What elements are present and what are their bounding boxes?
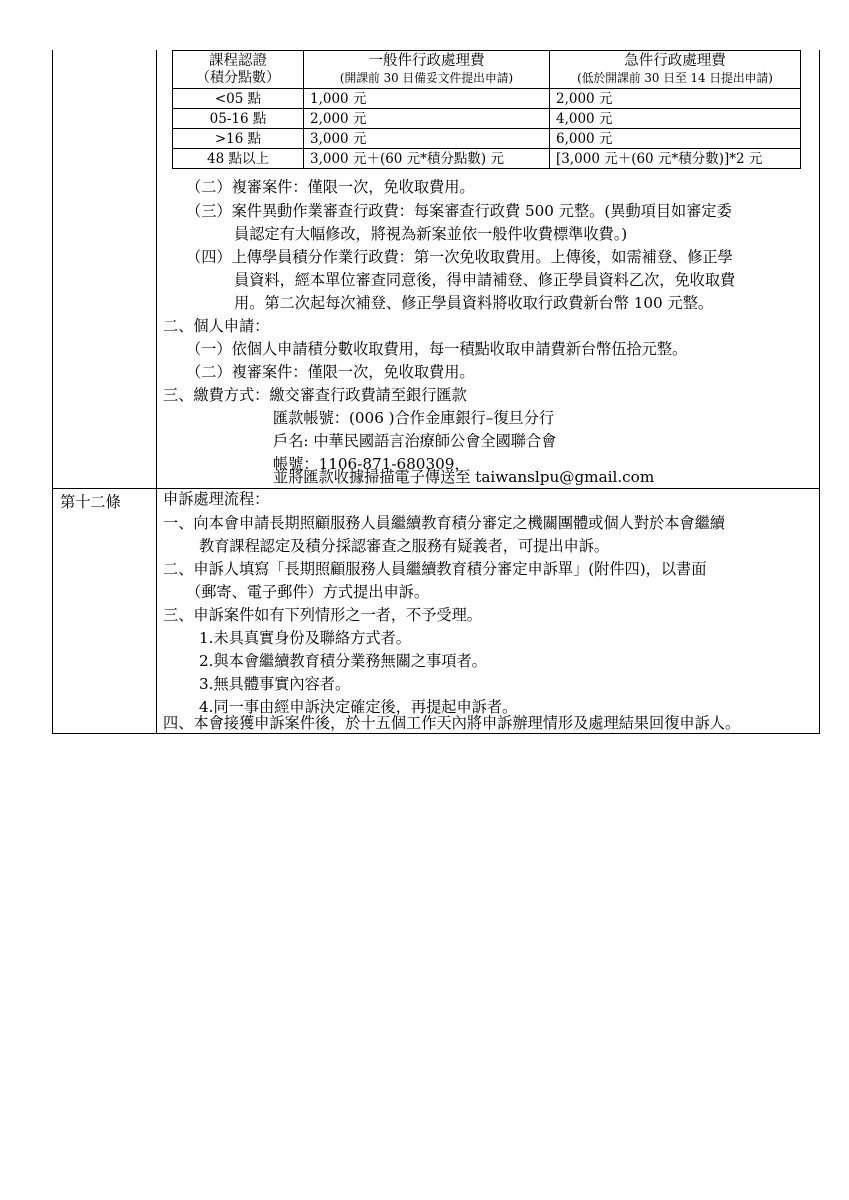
table-cell: 05-16 點: [173, 109, 304, 129]
text-line: 一、向本會申請長期照顧服務人員繼續教育積分審定之機關團體或個人對於本會繼續: [163, 514, 725, 532]
text-line: 用。第二次起每次補登、修正學員資料將收取行政費新台幣 100 元整。: [234, 294, 714, 312]
table-cell: [3,000 元＋(60 元*積分數)]*2 元: [550, 149, 801, 169]
table-cell: <05 點: [173, 89, 304, 109]
table-row: [173, 109, 801, 129]
text-line: 員認定有大幅修改，將視為新案並依一般件收費標準收費。): [234, 225, 628, 243]
article-label: 第十二條: [60, 493, 121, 511]
frame-left-border: [52, 50, 53, 734]
text-line: 並將匯款收據掃描電子傳送至 taiwanslpu@gmail.com: [273, 468, 655, 486]
table-cell: 4,000 元: [550, 109, 801, 129]
table-cell: 2,000 元: [304, 109, 550, 129]
table-cell: 3,000 元＋(60 元*積分點數) 元: [304, 149, 550, 169]
text-line: （二）複審案件：僅限一次，免收取費用。: [186, 178, 475, 196]
table-cell: 3,000 元: [304, 129, 550, 149]
table-row: [173, 129, 801, 149]
fee-table-header-cell: 課程認證 （積分點數）: [173, 51, 304, 89]
text-line: 帳號：1106-871-680309，: [273, 455, 470, 473]
table-cell: 2,000 元: [550, 89, 801, 109]
text-line: 二、申訴人填寫「長期照顧服務人員繼續教育積分審定申訴單」(附件四)，以書面: [163, 560, 707, 578]
frame-column-divider: [156, 50, 157, 734]
text-line: 1.未具真實身份及聯絡方式者。: [199, 629, 411, 647]
text-line: 四、本會接獲申訴案件後，於十五個工作天內將申訴辦理情形及處理結果回復申訴人。: [163, 714, 741, 732]
table-cell: 1,000 元: [304, 89, 550, 109]
fee-table-header-cell: 一般件行政處理費 (開課前 30 日備妥文件提出申請): [304, 51, 550, 89]
text-line: 三、繳費方式：繳交審查行政費請至銀行匯款: [163, 386, 467, 404]
frame-right-border: [819, 50, 820, 734]
text-line: 二、個人申請：: [163, 317, 270, 335]
fee-table: [172, 50, 801, 169]
text-line: 申訴處理流程：: [163, 490, 270, 508]
text-line: （郵寄、電子郵件）方式提出申訴。: [186, 583, 429, 601]
text-line: 三、申訴案件如有下列情形之一者，不予受理。: [163, 606, 482, 624]
text-line: （四）上傳學員積分作業行政費：第一次免收取費用。上傳後，如需補登、修正學: [186, 248, 733, 266]
fee-table-header-row: [173, 51, 801, 89]
table-row: [173, 89, 801, 109]
table-row: [173, 149, 801, 169]
table-cell: >16 點: [173, 129, 304, 149]
fee-table-header-cell: 急件行政處理費 (低於開課前 30 日至 14 日提出申請): [550, 51, 801, 89]
text-line: 教育課程認定及積分採認審查之服務有疑義者，可提出申訴。: [199, 537, 610, 555]
table-cell: 6,000 元: [550, 129, 801, 149]
text-line: 員資料，經本單位審查同意後，得申請補登、修正學員資料乙次，免收取費: [234, 271, 736, 289]
text-line: （三）案件異動作業審查行政費：每案審查行政費 500 元整。(異動項目如審定委: [186, 202, 732, 220]
text-line: 3.無具體事實內容者。: [199, 675, 351, 693]
text-line: 2.與本會繼續教育積分業務無關之事項者。: [199, 652, 487, 670]
text-line: （一）依個人申請積分數收取費用，每一積點收取申請費新台幣伍拾元整。: [186, 340, 688, 358]
text-line: 匯款帳號：(006 )合作金庫銀行–復旦分行: [273, 409, 555, 427]
text-line: 戶名: 中華民國語言治療師公會全國聯合會: [273, 432, 557, 450]
table-cell: 48 點以上: [173, 149, 304, 169]
text-line: 4.同一事由經申訴決定確定後，再提起申訴者。: [199, 698, 518, 716]
text-line: （二）複審案件：僅限一次，免收取費用。: [186, 363, 475, 381]
